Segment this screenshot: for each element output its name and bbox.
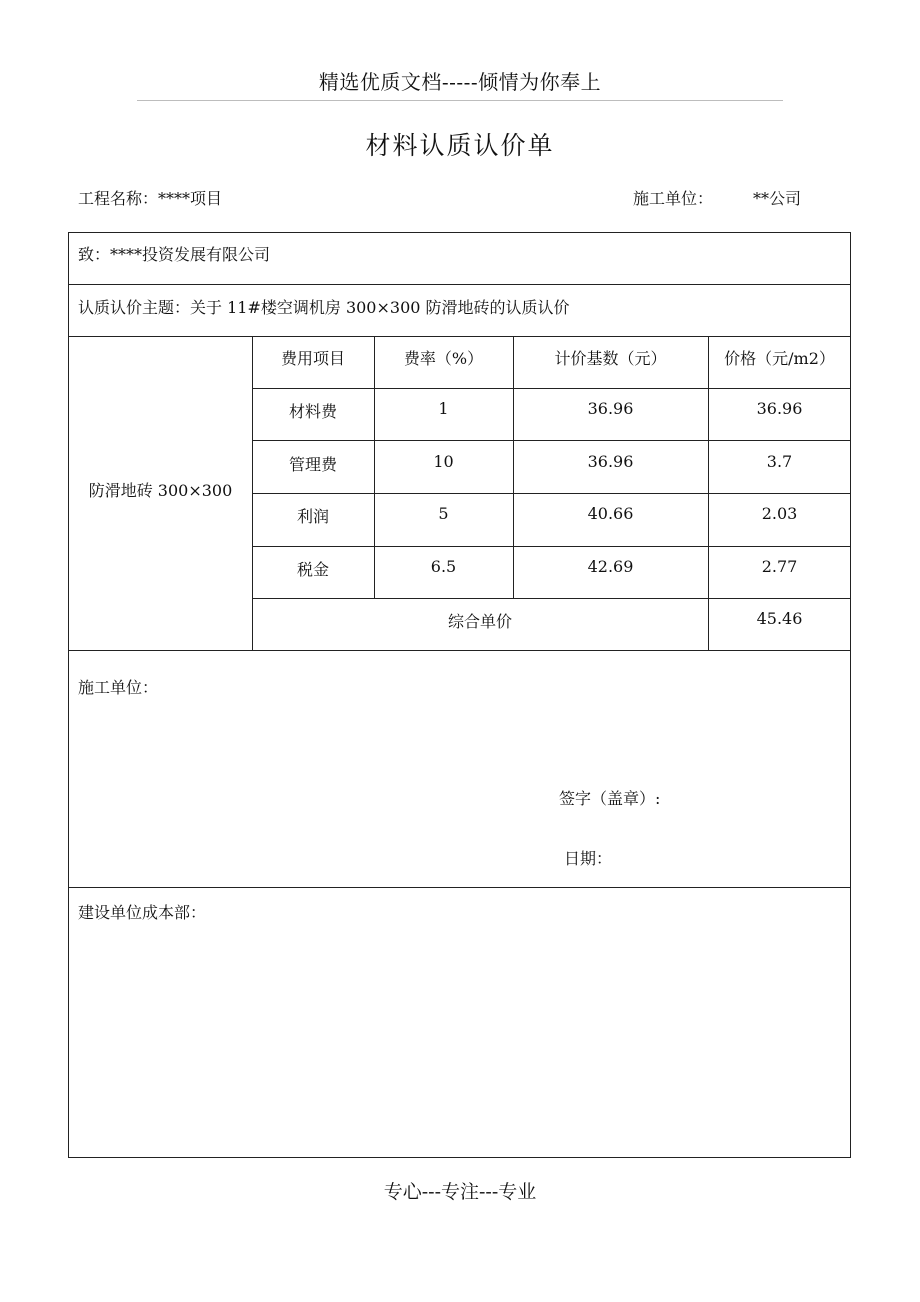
table-rule-1 (252, 388, 851, 389)
header-cost-item: 费用项目 (280, 349, 345, 368)
table-cell: 利润 (296, 507, 329, 526)
table-cell: 6.5 (430, 557, 457, 576)
divider-to (68, 284, 851, 285)
signature-label: 签字（盖章）: (559, 789, 661, 808)
date-label: 日期： (564, 849, 613, 868)
document-title: 材料认质认价单 (365, 131, 555, 160)
table-cell: 税金 (296, 560, 329, 579)
subject-line: 认质认价主题：关于 11#楼空调机房 300×300 防滑地砖的认质认价 (78, 298, 570, 317)
table-col-line-4 (708, 336, 709, 650)
footer-slogan: 专心---专注---专业 (383, 1181, 537, 1203)
header-base: 计价基数（元） (554, 349, 667, 368)
table-cell: 2.03 (761, 504, 798, 523)
table-rule-4 (252, 546, 851, 547)
table-rule-5 (252, 598, 851, 599)
table-cell: 10 (433, 452, 454, 471)
table-cell: 3.7 (766, 452, 793, 471)
table-cell: 材料费 (288, 402, 337, 421)
table-cell: 36.96 (587, 452, 634, 471)
header-banner: 精选优质文档-----倾情为你奉上 (318, 70, 602, 94)
table-rule-2 (252, 440, 851, 441)
header-rule (137, 100, 783, 101)
table-cell: 2.77 (761, 557, 798, 576)
divider-subject (68, 336, 851, 337)
project-name: 工程名称：****项目 (78, 189, 223, 208)
contractor-value: **公司 (753, 189, 802, 208)
table-cell: 36.96 (587, 399, 634, 418)
total-label: 综合单价 (447, 612, 512, 631)
contractor-section-label: 施工单位： (78, 678, 159, 697)
header-rate: 费率（%） (403, 349, 484, 368)
form-box (68, 232, 851, 1158)
table-cell: 5 (438, 504, 449, 523)
table-cell: 40.66 (587, 504, 634, 523)
contractor-label: 施工单位： (633, 189, 714, 208)
divider-contractor (68, 887, 851, 888)
material-name: 防滑地砖 300×300 (88, 481, 233, 500)
owner-section-label: 建设单位成本部： (78, 903, 207, 922)
table-cell: 1 (438, 399, 449, 418)
table-col-line-1 (252, 336, 253, 650)
table-rule-3 (252, 493, 851, 494)
table-cell: 管理费 (288, 455, 337, 474)
table-cell: 36.96 (756, 399, 803, 418)
addressee-line: 致：****投资发展有限公司 (78, 245, 271, 264)
divider-table-bottom (68, 650, 851, 651)
table-cell: 42.69 (587, 557, 634, 576)
total-value: 45.46 (756, 609, 803, 628)
header-price: 价格（元/m2） (724, 349, 835, 368)
